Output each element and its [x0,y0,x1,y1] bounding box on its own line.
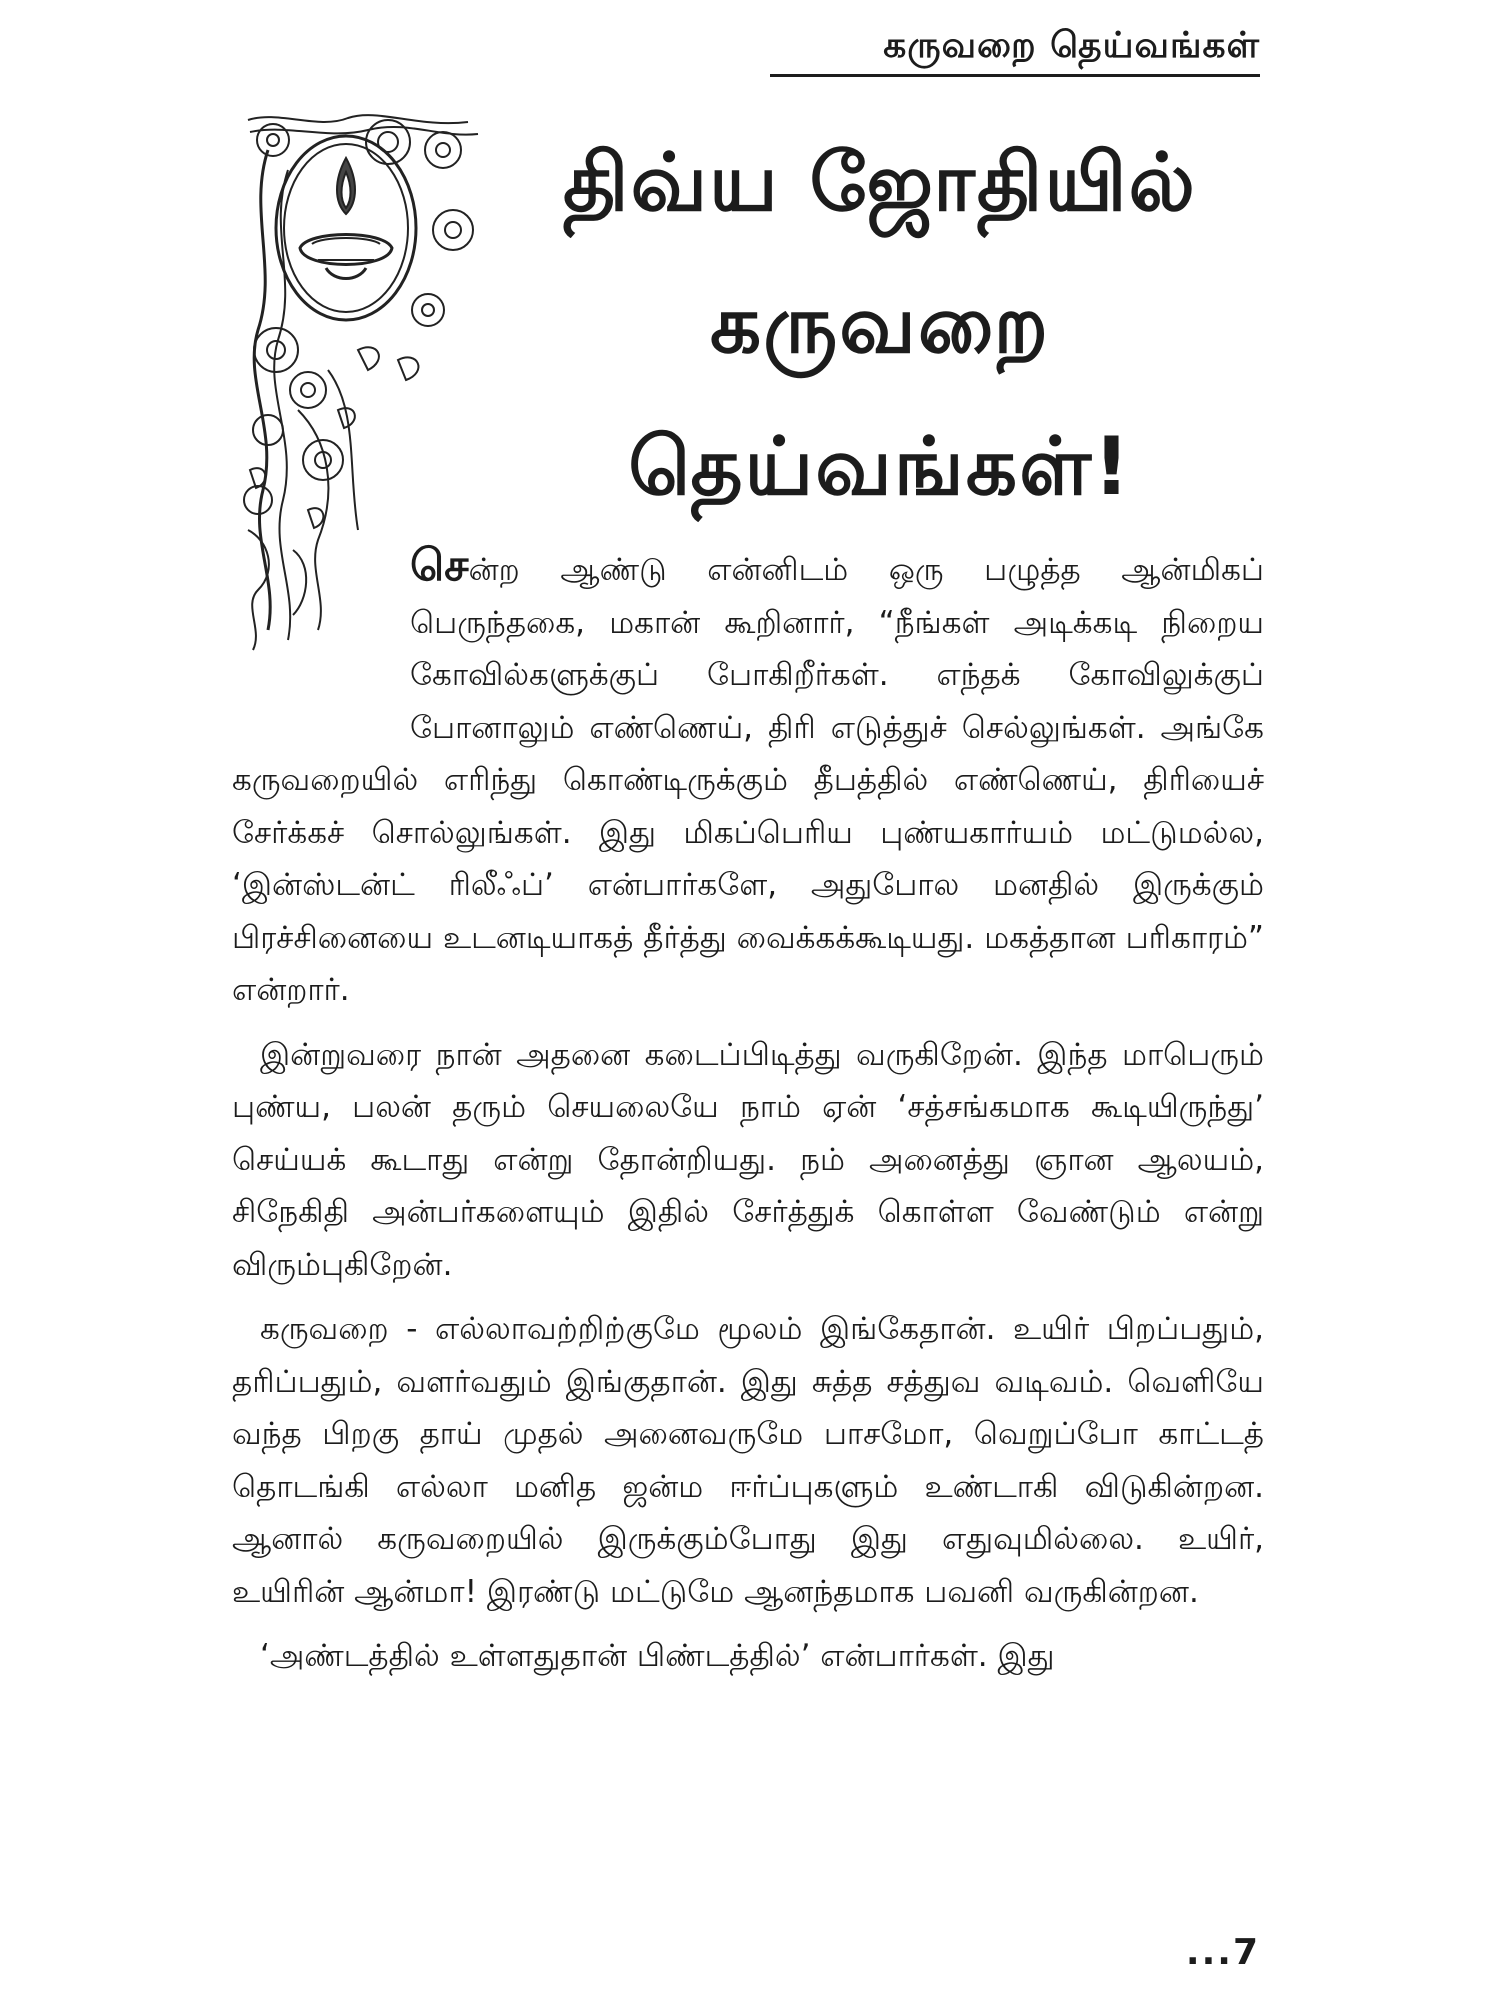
ornament-spacer [232,540,410,750]
drop-cap: செ [410,540,469,591]
title-line-3: தெய்வங்கள்! [628,420,1132,513]
paragraph-1-text: ன்ற ஆண்டு என்னிடம் ஒரு பழுத்த ஆன்மிகப் பெருந்தகை, மகான் கூறினார், “நீங்கள் அடிக்கடி நிறைய கோவில்களுக்குப் போகிறீர்கள். எந்தக் கோவிலுக்குப் போனாலும் எண்ணெய், திரி எடுத்துச் செல்லுங்கள். அங்கே கருவறையில் எரிந்து கொண்டிருக்கும் தீபத்தில் எண்ணெய், திரியைச் சேர்க்கச் சொல்லுங்கள். இது மிகப்பெரிய புண்யகார்யம் மட்டுமல்ல, ‘இன்ஸ்டன்ட் ரிலீஃப்’ என்பார்களே, அதுபோல மனதில் இருக்கும் பிரச்சினையை உடனடியாகத் தீர்த்து வைக்கக்கூடியது. மகத்தான பரிகாரம்” என்றார். [232,552,1264,1008]
article-body [232,540,1264,1683]
paragraph-1 [232,540,1264,1017]
paragraph-4: ‘அண்டத்தில் உள்ளதுதான் பிண்டத்தில்’ என்பார்கள். இது [260,1638,1055,1674]
title-line-1: திவ்ய ஜோதியில் [563,136,1197,229]
paragraph-3: கருவறை - எல்லாவற்றிற்குமே மூலம் இங்கேதான். உயிர் பிறப்பதும், தரிப்பதும், வளர்வதும் இங்குதான். இது சுத்த சத்துவ வடிவம். வெளியே வந்த பிறகு தாய் முதல் அனைவருமே பாசமோ, வெறுப்போ காட்டத் தொடங்கி எல்லா மனித ஜன்ம ஈர்ப்புகளும் உண்டாகி விடுகின்றன. ஆனால் கருவறையில் இருக்கும்போது இது எதுவுமில்லை. உயிர், உயிரின் ஆன்மா! இரண்டு மட்டுமே ஆனந்தமாக பவனி வருகின்றன. [232,1311,1264,1610]
page-number: ...7 [1185,1932,1260,1973]
paragraph-2: இன்றுவரை நான் அதனை கடைப்பிடித்து வருகிறேன். இந்த மாபெரும் புண்ய, பலன் தரும் செயலையே நாம் ஏன் ‘சத்சங்கமாக கூடியிருந்து’ செய்யக் கூடாது என்று தோன்றியது. நம் அனைத்து ஞான ஆலயம், சிநேகிதி அன்பர்களையும் இதில் சேர்த்துக் கொள்ள வேண்டும் என்று விரும்புகிறேன். [232,1036,1264,1283]
article-title [500,112,1260,538]
title-line-2: கருவறை [709,278,1051,371]
running-header: கருவறை தெய்வங்கள் [770,22,1260,77]
